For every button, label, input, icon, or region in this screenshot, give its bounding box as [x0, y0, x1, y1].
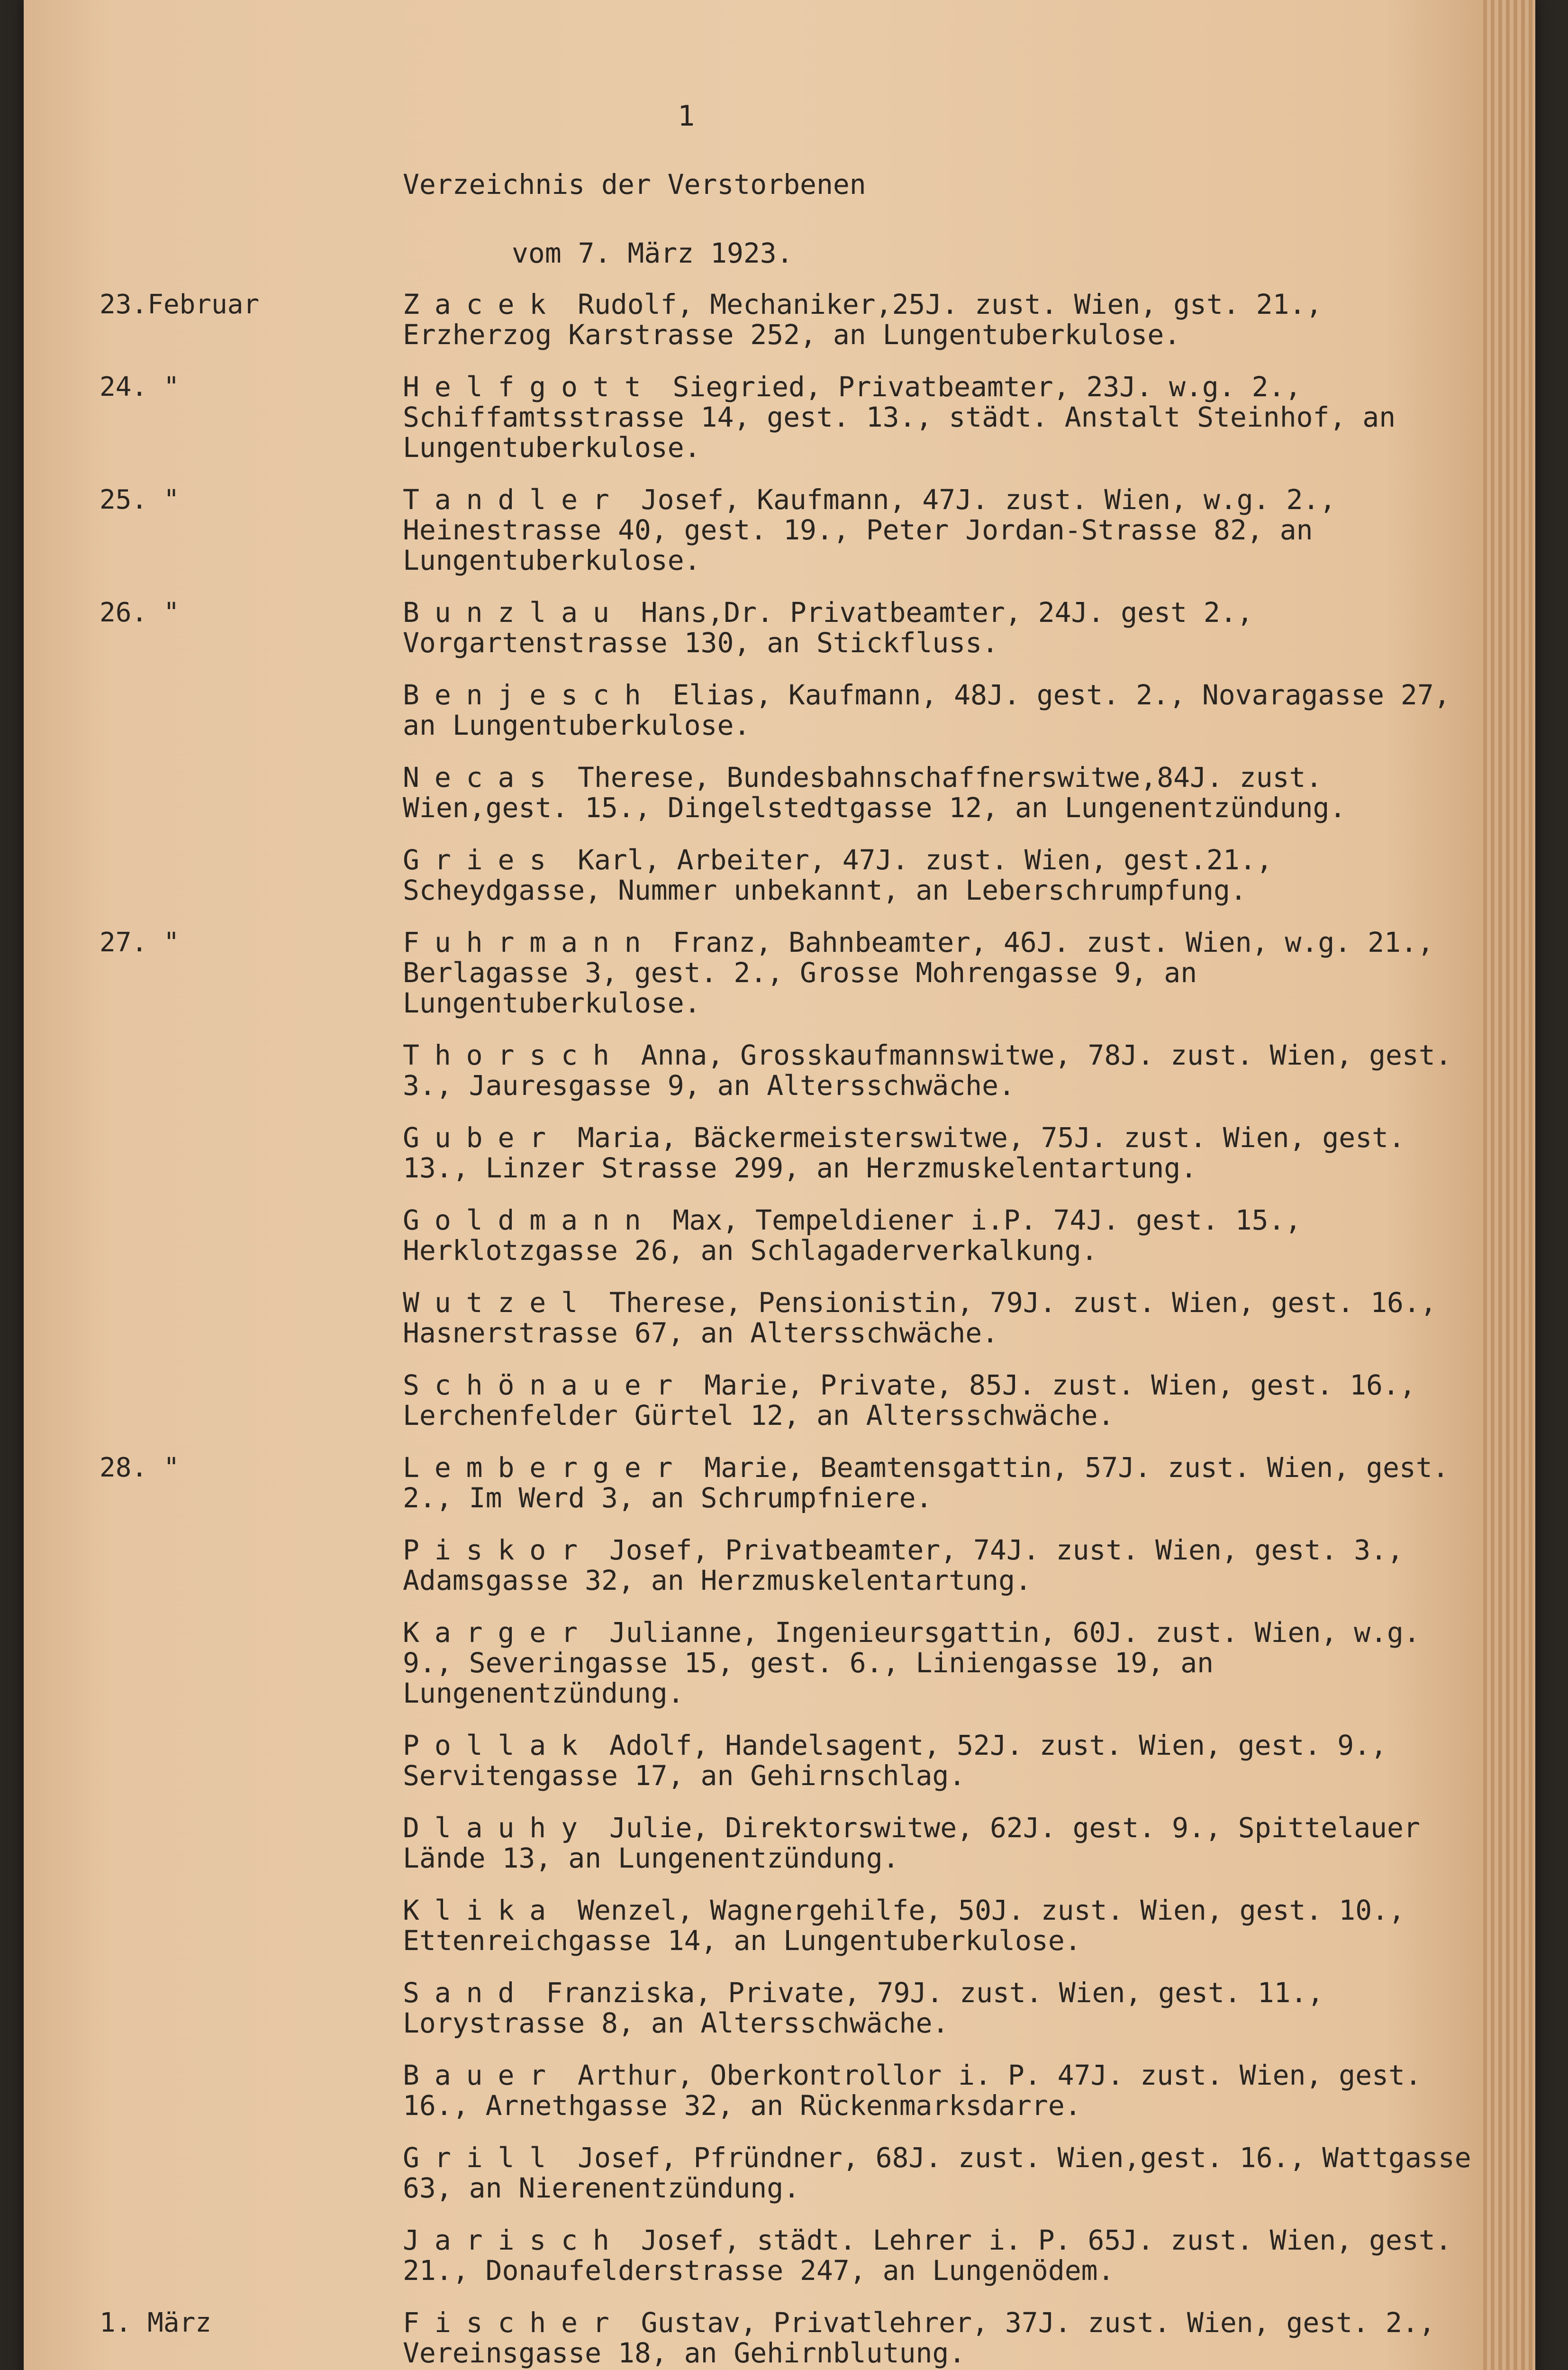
list-item — [24, 1205, 1535, 1266]
entry-surname: Bunzlau — [403, 596, 625, 629]
entry-details: Marie, Private, 85J. zust. Wien, gest. 16., Lerchenfelder Gürtel 12, an Altersschwäche. — [403, 1369, 1416, 1431]
entry-details: Franziska, Private, 79J. zust. Wien, gest. 11., Lorystrasse 8, an Altersschwäche. — [403, 1977, 1324, 2039]
entry-text — [403, 1287, 1483, 1348]
document-title: Verzeichnis der Verstorbenen — [403, 168, 866, 201]
entry-surname: Necas — [403, 761, 562, 793]
list-item — [24, 1730, 1535, 1791]
entry-surname: Guber — [403, 1121, 562, 1154]
entry-text — [403, 1535, 1483, 1595]
entry-text — [403, 1040, 1483, 1101]
entry-text — [403, 762, 1483, 823]
entry-surname: Piskor — [403, 1534, 593, 1566]
entry-surname: Dlauhy — [403, 1812, 593, 1844]
entry-details: Josef, Kaufmann, 47J. zust. Wien, w.g. 2., Heinestrasse 40, gest. 19., Peter Jordan-Strasse 82, an Lungentuberkulose. — [403, 483, 1336, 576]
entry-surname: Bauer — [403, 2059, 562, 2091]
list-item — [24, 1287, 1535, 1348]
entry-text — [403, 845, 1483, 905]
entry-surname: Pollak — [403, 1729, 593, 1761]
entry-surname: Goldmann — [403, 1204, 656, 1236]
entry-date: 27. " — [100, 927, 180, 958]
entry-details: Josef, Pfründner, 68J. zust. Wien,gest. 16., Wattgasse 63, an Nierenentzündung. — [403, 2142, 1471, 2204]
entry-details: Hans,Dr. Privatbeamter, 24J. gest 2., Vorgartenstrasse 130, an Stickfluss. — [403, 596, 1253, 659]
list-item — [24, 372, 1535, 463]
entry-text — [403, 597, 1483, 658]
entry-surname: Helfgott — [403, 371, 656, 403]
entry-text — [403, 484, 1483, 575]
entry-text — [403, 1730, 1483, 1791]
list-item — [24, 927, 1535, 1018]
list-item — [24, 2060, 1535, 2121]
entry-text — [403, 1617, 1483, 1708]
list-item — [24, 289, 1535, 350]
entry-details: Siegried, Privatbeamter, 23J. w.g. 2., Schiffamtsstrasse 14, gest. 13., städt. Anstalt Steinhof, an Lungentuberkulose. — [403, 371, 1396, 464]
entry-text — [403, 1895, 1483, 1956]
list-item — [24, 2307, 1535, 2368]
document-page — [24, 0, 1535, 2370]
entry-surname: Sand — [403, 1977, 530, 2009]
entry-date: 26. " — [100, 597, 180, 628]
entry-details: Josef, städt. Lehrer i. P. 65J. zust. Wien, gest. 21., Donaufelderstrasse 247, an Lungenödem. — [403, 2224, 1452, 2287]
entry-surname: Lemberger — [403, 1451, 688, 1484]
entry-details: Anna, Grosskaufmannswitwe, 78J. zust. Wien, gest. 3., Jauresgasse 9, an Altersschwäche. — [403, 1039, 1452, 1102]
entry-details: Therese, Pensionistin, 79J. zust. Wien, gest. 16., Hasnerstrasse 67, an Altersschwäche. — [403, 1286, 1437, 1349]
entry-text — [403, 1813, 1483, 1873]
entry-text — [403, 680, 1483, 740]
entry-date: 23.Februar — [100, 289, 260, 320]
entry-text — [403, 289, 1483, 350]
entry-details: Julianne, Ingenieursgattin, 60J. zust. Wien, w.g. 9., Severingasse 15, gest. 6., Liniengasse 19, an Lungenentzündung. — [403, 1616, 1420, 1709]
entry-surname: Grill — [403, 2142, 562, 2174]
entry-text — [403, 1978, 1483, 2038]
entry-details: Josef, Privatbeamter, 74J. zust. Wien, gest. 3., Adamsgasse 32, an Herzmuskelentartung. — [403, 1534, 1404, 1596]
list-item — [24, 845, 1535, 905]
entry-details: Max, Tempeldiener i.P. 74J. gest. 15., Herklotzgasse 26, an Schlagaderverkalkung. — [403, 1204, 1302, 1267]
list-item — [24, 2225, 1535, 2286]
entry-details: Arthur, Oberkontrollor i. P. 47J. zust. Wien, gest. 16., Arnethgasse 32, an Rückenmarksdarre. — [403, 2059, 1422, 2122]
list-item — [24, 597, 1535, 658]
entry-date: 1. März — [100, 2307, 212, 2338]
list-item — [24, 484, 1535, 575]
entry-surname: Wutzel — [403, 1286, 593, 1319]
list-item — [24, 2142, 1535, 2203]
entry-text — [403, 1452, 1483, 1513]
entry-text — [403, 2307, 1483, 2368]
entry-surname: Fuhrmann — [403, 926, 656, 958]
entry-text — [403, 2060, 1483, 2121]
entry-details: Rudolf, Mechaniker,25J. zust. Wien, gst. 21., Erzherzog Karstrasse 252, an Lungentuberkulose. — [403, 288, 1323, 351]
entry-details: Maria, Bäckermeisterswitwe, 75J. zust. Wien, gest. 13., Linzer Strasse 299, an Herzmuskelentartung. — [403, 1121, 1405, 1184]
list-item — [24, 1895, 1535, 1956]
entry-surname: Gries — [403, 844, 562, 876]
list-item — [24, 680, 1535, 740]
list-item — [24, 1535, 1535, 1595]
list-item — [24, 1978, 1535, 2038]
entry-date: 28. " — [100, 1452, 180, 1483]
entry-details: Adolf, Handelsagent, 52J. zust. Wien, gest. 9., Servitengasse 17, an Gehirnschlag. — [403, 1729, 1387, 1792]
page-number: 1 — [678, 100, 695, 133]
entry-details: Elias, Kaufmann, 48J. gest. 2., Novaragasse 27, an Lungentuberkulose. — [403, 679, 1450, 741]
list-item — [24, 1040, 1535, 1101]
list-item — [24, 1370, 1535, 1431]
entry-details: Therese, Bundesbahnschaffnerswitwe,84J. zust. Wien,gest. 15., Dingelstedtgasse 12, an Lungenentzündung. — [403, 761, 1346, 824]
entry-surname: Jarisch — [403, 2224, 625, 2256]
entry-surname: Benjesch — [403, 679, 656, 711]
entry-date: 25. " — [100, 484, 180, 515]
entry-details: Gustav, Privatlehrer, 37J. zust. Wien, gest. 2., Vereinsgasse 18, an Gehirnblutung. — [403, 2306, 1435, 2369]
entry-details: Karl, Arbeiter, 47J. zust. Wien, gest.21., Scheydgasse, Nummer unbekannt, an Leberschrumpfung. — [403, 844, 1273, 906]
entry-surname: Zacek — [403, 288, 562, 320]
entry-text — [403, 372, 1483, 463]
entry-text — [403, 1205, 1483, 1266]
entry-text — [403, 1122, 1483, 1183]
entries-list — [24, 289, 1535, 2370]
document-subtitle: vom 7. März 1923. — [512, 237, 793, 269]
entry-surname: Thorsch — [403, 1039, 625, 1071]
list-item — [24, 1452, 1535, 1513]
entry-text — [403, 2225, 1483, 2286]
entry-text — [403, 2142, 1483, 2203]
entry-text — [403, 927, 1483, 1018]
entry-surname: Schönauer — [403, 1369, 688, 1401]
entry-details: Marie, Beamtensgattin, 57J. zust. Wien, gest. 2., Im Werd 3, an Schrumpfniere. — [403, 1451, 1449, 1514]
entry-surname: Klika — [403, 1894, 562, 1926]
entry-details: Wenzel, Wagnergehilfe, 50J. zust. Wien, gest. 10., Ettenreichgasse 14, an Lungentuberkulose. — [403, 1894, 1405, 1957]
entry-surname: Tandler — [403, 483, 625, 516]
entry-details: Franz, Bahnbeamter, 46J. zust. Wien, w.g. 21., Berlagasse 3, gest. 2., Grosse Mohrengasse 9, an Lungentuberkulose. — [403, 926, 1434, 1019]
list-item — [24, 762, 1535, 823]
entry-date: 24. " — [100, 372, 180, 402]
list-item — [24, 1122, 1535, 1183]
entry-surname: Fischer — [403, 2306, 625, 2339]
entry-surname: Karger — [403, 1616, 593, 1649]
entry-details: Julie, Direktorswitwe, 62J. gest. 9., Spittelauer Lände 13, an Lungenentzündung. — [403, 1812, 1420, 1874]
list-item — [24, 1617, 1535, 1708]
entry-text — [403, 1370, 1483, 1431]
list-item — [24, 1813, 1535, 1873]
